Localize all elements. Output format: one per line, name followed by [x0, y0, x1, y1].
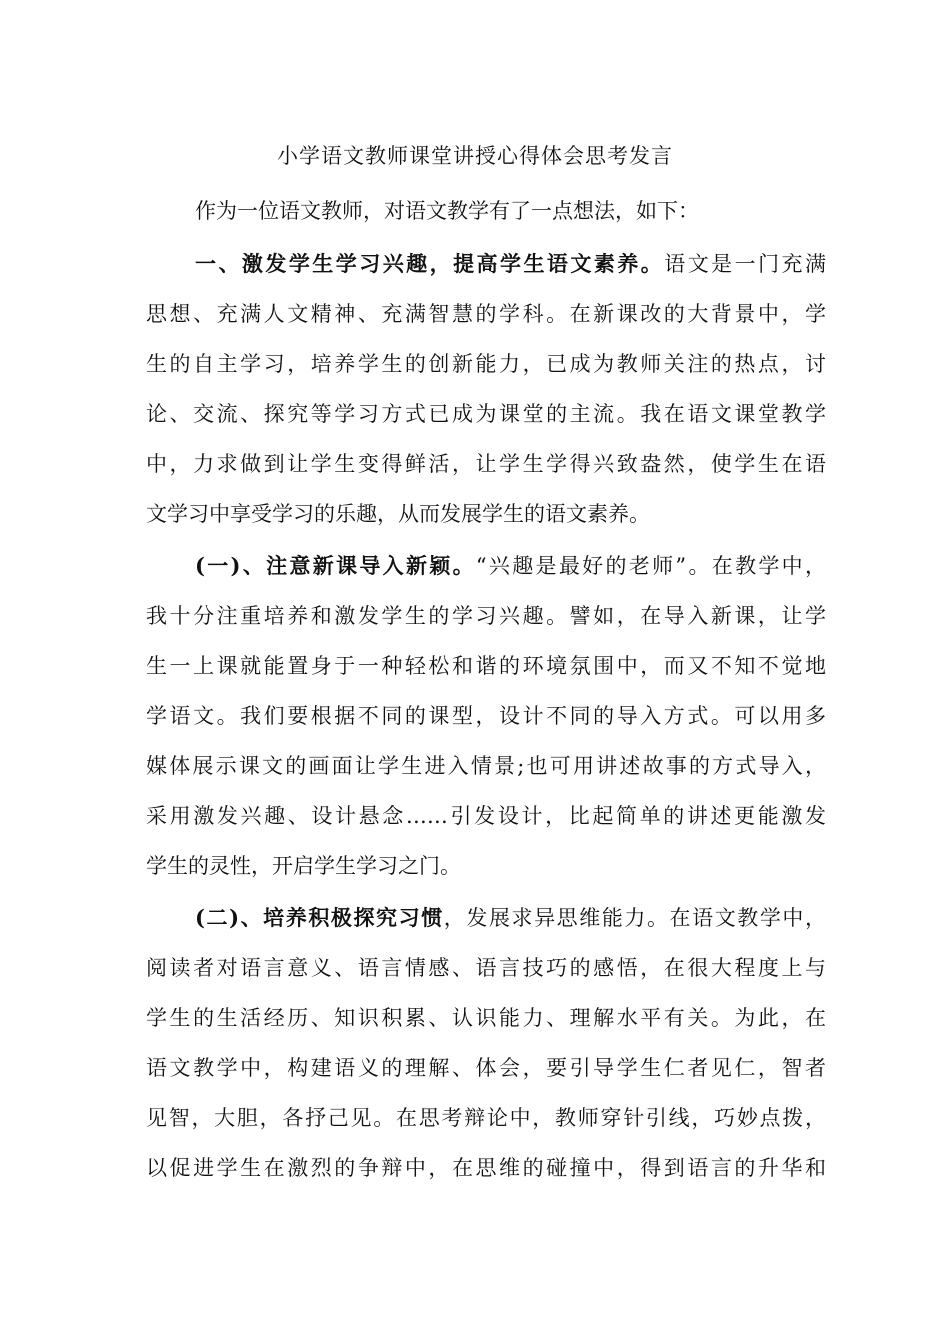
section-3-line: 学生的生活经历、知识积累、认识能力、理解水平有关。为此，在 — [146, 1006, 826, 1030]
section-1-line: 文学习中享受学习的乐趣，从而发展学生的语文素养。 — [146, 502, 650, 526]
section-3-line: 见智，大胆，各抒己见。在思考辩论中，教师穿针引线，巧妙点拨， — [146, 1106, 826, 1130]
section-3-line: 以促进学生在激烈的争辩中，在思维的碰撞中，得到语言的升华和 — [146, 1156, 826, 1180]
intro-paragraph: 作为一位语文教师，对语文教学有了一点想法，如下： — [195, 199, 699, 223]
section-2-line: 生一上课就能置身于一种轻松和谐的环境氛围中，而又不知不觉地 — [146, 654, 826, 678]
section-1-text: 语文是一门充满 — [664, 252, 827, 276]
section-2-first-line — [195, 550, 826, 582]
section-2-line: 媒体展示课文的画面让学生进入情景;也可用讲述故事的方式导入， — [146, 754, 826, 778]
section-2-line: 学语文。我们要根据不同的课型，设计不同的导入方式。可以用多 — [146, 704, 826, 728]
document-title: 小学语文教师课堂讲授心得体会思考发言 — [277, 144, 673, 168]
section-2-text: “兴趣是最好的老师”。在教学中， — [475, 554, 826, 578]
section-1-heading: 一、激发学生学习兴趣，提高学生语文素养。 — [195, 251, 665, 276]
section-1-line: 论、交流、探究等学习方式已成为课堂的主流。我在语文课堂教学 — [146, 402, 826, 426]
section-3-heading: (二)、培养积极探究习惯 — [195, 905, 444, 930]
section-3-text: ，发展求异思维能力。在语文教学中， — [443, 906, 827, 930]
section-1-line: 中，力求做到让学生变得鲜活，让学生学得兴致盎然，使学生在语 — [146, 452, 826, 476]
section-2-heading: (一)、注意新课导入新颖。 — [195, 553, 476, 578]
section-1-line: 思想、充满人文精神、充满智慧的学科。在新课改的大背景中，学 — [146, 302, 826, 326]
section-2-line: 学生的灵性，开启学生学习之门。 — [146, 854, 461, 878]
section-1-line: 生的自主学习，培养学生的创新能力，已成为教师关注的热点，讨 — [146, 352, 826, 376]
section-3-line: 语文教学中，构建语义的理解、体会，要引导学生仁者见仁，智者 — [146, 1056, 826, 1080]
section-3-line: 阅读者对语言意义、语言情感、语言技巧的感悟，在很大程度上与 — [146, 956, 826, 980]
section-2-line: 采用激发兴趣、设计悬念……引发设计，比起简单的讲述更能激发 — [146, 804, 826, 828]
section-3-first-line — [195, 902, 826, 934]
section-1-first-line — [195, 248, 826, 280]
section-2-line: 我十分注重培养和激发学生的学习兴趣。譬如，在导入新课，让学 — [146, 604, 826, 628]
